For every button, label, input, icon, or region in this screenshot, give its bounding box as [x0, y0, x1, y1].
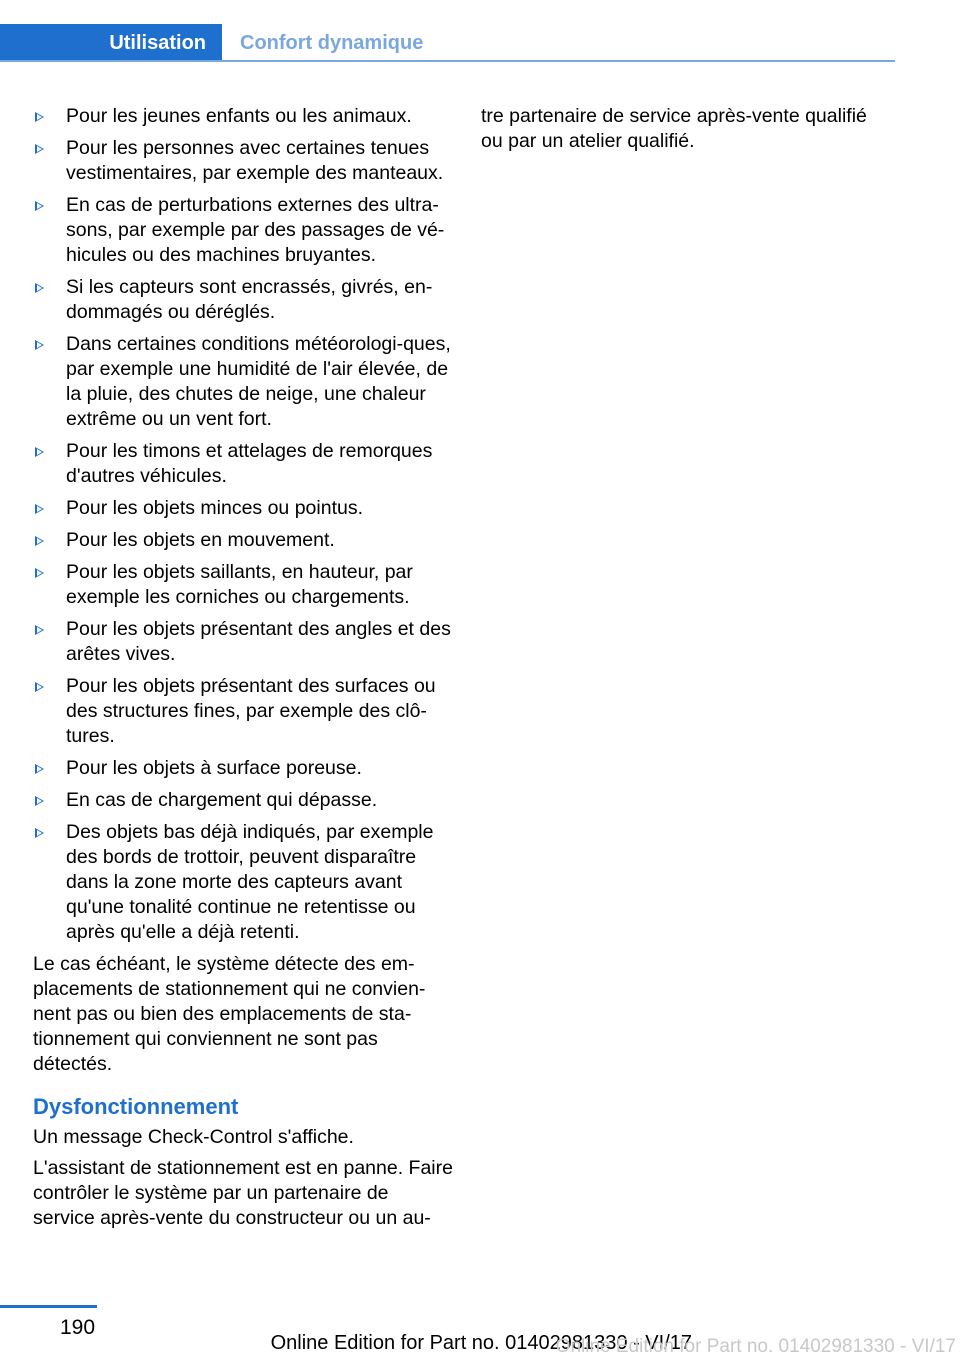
triangle-bullet-icon — [35, 283, 44, 293]
list-item — [33, 617, 453, 667]
list-item — [33, 439, 453, 489]
list-item — [33, 674, 453, 749]
list-item — [33, 193, 453, 268]
list-item-text: Dans certaines conditions météorologi-ques, par exemple une humidité de l'air élevée, de la pluie, des chutes de neige, une chaleur extrême ou un vent fort. — [66, 333, 451, 430]
triangle-bullet-icon — [35, 764, 44, 774]
right-column — [481, 104, 891, 160]
list-item-text: Des objets bas déjà indiqués, par exemple des bords de trottoir, peuvent disparaître dans la zone morte des capteurs avant qu'une tonalité continue ne retentisse ou après qu'elle a déjà retenti. — [66, 821, 434, 943]
triangle-bullet-icon — [35, 568, 44, 578]
list-item-text: Pour les objets minces ou pointus. — [66, 497, 363, 519]
edition-footer: Online Edition for Part no. 01402981330 - VI/17 — [270, 1332, 692, 1354]
page-header — [0, 0, 960, 64]
triangle-bullet-icon — [35, 625, 44, 635]
list-item-text: Pour les jeunes enfants ou les animaux. — [66, 105, 412, 127]
page-number-rule — [0, 1305, 97, 1308]
list-item — [33, 788, 453, 813]
triangle-bullet-icon — [35, 447, 44, 457]
triangle-bullet-icon — [35, 682, 44, 692]
triangle-bullet-icon — [35, 340, 44, 350]
list-item-text: Pour les objets présentant des surfaces ou des structures fines, par exemple des clô-tures. — [66, 675, 436, 747]
list-item — [33, 528, 453, 553]
header-divider — [0, 60, 895, 62]
triangle-bullet-icon — [35, 112, 44, 122]
list-item-text: En cas de chargement qui dépasse. — [66, 789, 378, 811]
failure-paragraph: L'assistant de stationnement est en panne. Faire contrôler le système par un partenaire de service après-vente du constructeur ou un au- — [33, 1157, 453, 1229]
list-item-text: Pour les objets en mouvement. — [66, 529, 335, 551]
list-item — [33, 820, 453, 945]
list-item-text: Pour les personnes avec certaines tenues vestimentaires, par exemple des manteaux. — [66, 137, 444, 184]
page-number: 190 — [60, 1316, 96, 1339]
list-item — [33, 756, 453, 781]
watermark: Online Edition for Part no. 01402981330 - VI/17 — [555, 1336, 956, 1357]
list-item-text: Pour les objets présentant des angles et des arêtes vives. — [66, 618, 451, 665]
list-item — [33, 560, 453, 610]
triangle-bullet-icon — [35, 828, 44, 838]
list-item — [33, 496, 453, 521]
continuation-paragraph: tre partenaire de service après-vente qualifié ou par un atelier qualifié. — [481, 105, 867, 152]
left-column — [33, 104, 453, 1237]
section-tab-active: Utilisation — [0, 24, 222, 62]
list-item-text: Si les capteurs sont encrassés, givrés, en-dommagés ou déréglés. — [66, 276, 433, 323]
list-item — [33, 136, 453, 186]
list-item-text: En cas de perturbations externes des ultra-sons, par exemple par des passages de vé-hicules ou des machines bruyantes. — [66, 194, 445, 266]
detection-paragraph: Le cas échéant, le système détecte des em-placements de stationnement qui ne convien-nent pas ou bien des emplacements de sta-tionnement qui conviennent ne sont pas détectés. — [33, 953, 426, 1075]
triangle-bullet-icon — [35, 536, 44, 546]
triangle-bullet-icon — [35, 796, 44, 806]
list-item-text: Pour les objets à surface poreuse. — [66, 757, 362, 779]
list-item-text: Pour les objets saillants, en hauteur, par exemple les corniches ou chargements. — [66, 561, 413, 608]
section-tab-subtitle: Confort dynamique — [240, 31, 424, 54]
check-control-paragraph: Un message Check-Control s'affiche. — [33, 1126, 354, 1148]
triangle-bullet-icon — [35, 504, 44, 514]
list-item-text: Pour les timons et attelages de remorques d'autres véhicules. — [66, 440, 433, 487]
triangle-bullet-icon — [35, 144, 44, 154]
list-item — [33, 275, 453, 325]
triangle-bullet-icon — [35, 201, 44, 211]
bullet-list — [33, 104, 453, 945]
list-item — [33, 332, 453, 432]
list-item — [33, 104, 453, 129]
section-heading: Dysfonctionnement — [33, 1094, 239, 1119]
